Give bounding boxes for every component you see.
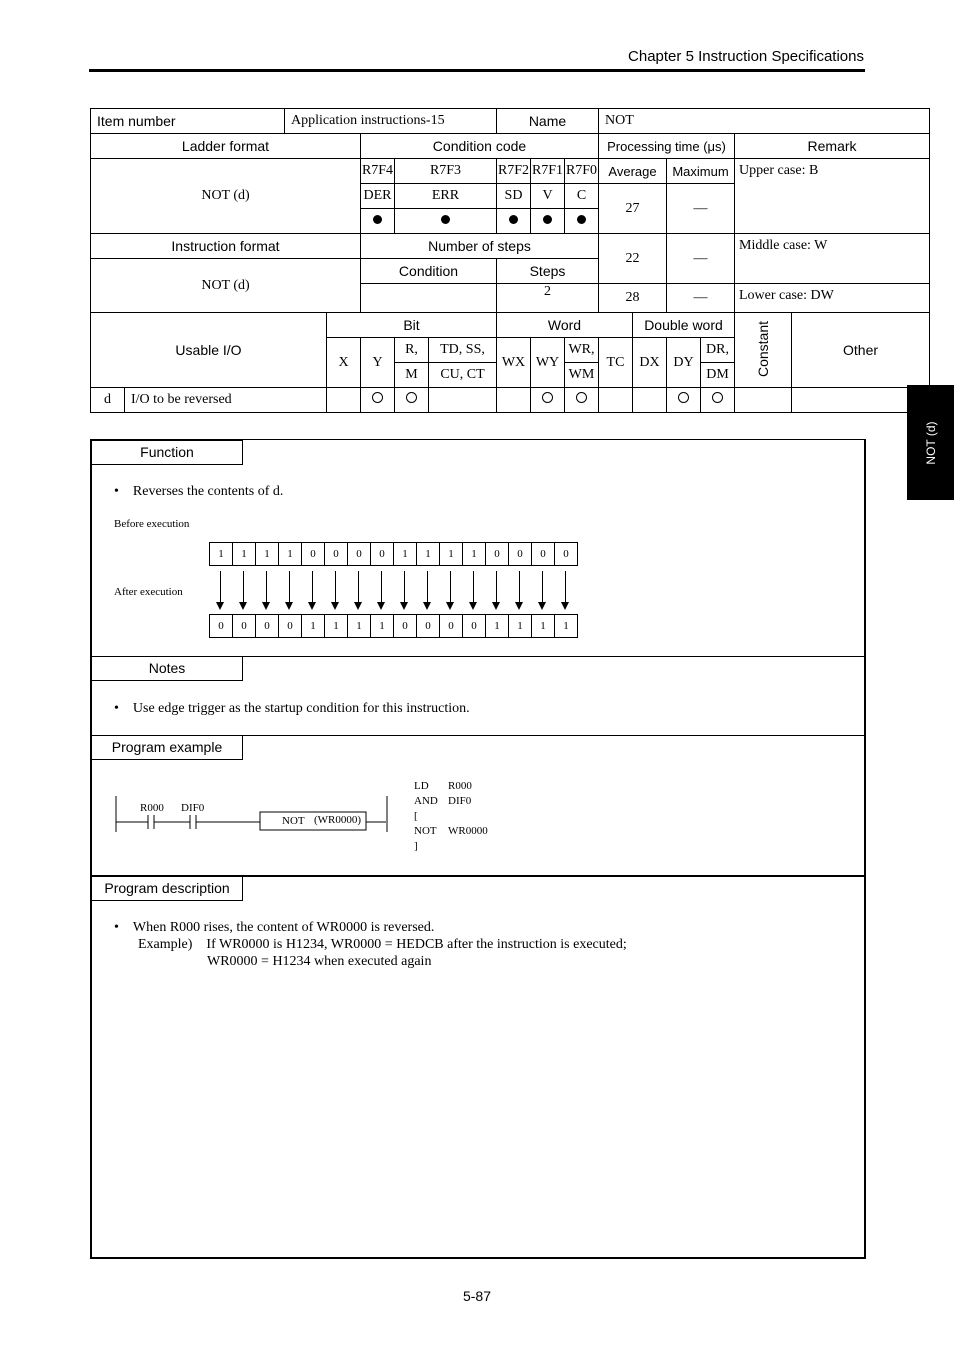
col-x: X xyxy=(327,338,361,388)
io-td xyxy=(429,388,497,413)
double-word-label: Double word xyxy=(633,313,735,338)
down-arrow-icon xyxy=(508,571,531,611)
bit-cell: 1 xyxy=(462,542,486,566)
bit-cell: 0 xyxy=(255,614,279,638)
time-average-middle: 22 xyxy=(599,234,667,284)
other-label: Other xyxy=(792,313,930,388)
bit-cell: 0 xyxy=(301,542,325,566)
bit-cell: 1 xyxy=(508,614,532,638)
bit-cell: 0 xyxy=(554,542,578,566)
time-maximum-middle: — xyxy=(667,234,735,284)
bit-cell: 1 xyxy=(439,542,463,566)
steps-label: Steps xyxy=(497,259,599,284)
item-number-value: Application instructions-15 xyxy=(285,109,497,134)
constant-label: Constant xyxy=(735,313,792,388)
bit-cell: 0 xyxy=(462,614,486,638)
flag-code: R7F3 xyxy=(395,159,497,184)
number-of-steps-label: Number of steps xyxy=(361,234,599,259)
down-arrow-icon xyxy=(439,571,462,611)
remark-lower: Lower case: DW xyxy=(735,284,930,313)
box-instruction: NOT xyxy=(282,815,305,827)
bit-cell: 0 xyxy=(485,542,509,566)
col-rm-bot: M xyxy=(395,363,429,388)
flag-affected-der xyxy=(361,209,395,234)
chapter-header: Chapter 5 Instruction Specifications xyxy=(628,48,864,65)
box-operand: (WR0000) xyxy=(314,814,362,826)
io-dr xyxy=(701,388,735,413)
col-wx: WX xyxy=(497,338,531,388)
operand-desc: I/O to be reversed xyxy=(125,388,327,413)
down-arrow-icon xyxy=(209,571,232,611)
io-wy xyxy=(531,388,565,413)
flag-affected-sd xyxy=(497,209,531,234)
col-wr-bot: WM xyxy=(565,363,599,388)
bit-cell: 1 xyxy=(370,614,394,638)
col-y: Y xyxy=(361,338,395,388)
contact-dif0-label: DIF0 xyxy=(181,802,205,814)
spec-table xyxy=(90,108,930,413)
before-bits xyxy=(210,542,578,566)
down-arrow-icon xyxy=(531,571,554,611)
function-bullet: • Reverses the contents of d. xyxy=(114,484,284,499)
header-rule xyxy=(89,69,865,72)
remark-upper: Upper case: B xyxy=(735,159,930,234)
bit-cell: 0 xyxy=(439,614,463,638)
io-rm xyxy=(395,388,429,413)
io-other xyxy=(792,388,930,413)
down-arrow-icon xyxy=(278,571,301,611)
time-maximum-upper: — xyxy=(667,184,735,234)
instruction-format-value: NOT (d) xyxy=(91,259,361,313)
io-wr xyxy=(565,388,599,413)
col-wr-top: WR, xyxy=(565,338,599,363)
down-arrow-icon xyxy=(232,571,255,611)
down-arrow-icon xyxy=(347,571,370,611)
description-line-1: • When R000 rises, the content of WR0000 is reversed. xyxy=(114,920,435,935)
bit-cell: 1 xyxy=(485,614,509,638)
time-maximum-lower: — xyxy=(667,284,735,313)
instruction-body xyxy=(90,439,866,1259)
bit-cell: 0 xyxy=(347,542,371,566)
col-td-top: TD, SS, xyxy=(429,338,497,363)
down-arrow-icon xyxy=(393,571,416,611)
bit-cell: 0 xyxy=(324,542,348,566)
bit-label: Bit xyxy=(327,313,497,338)
condition-label: Condition xyxy=(361,259,497,284)
col-dr-top: DR, xyxy=(701,338,735,363)
program-description-label: Program description xyxy=(92,876,243,901)
io-dx xyxy=(633,388,667,413)
col-td-bot: CU, CT xyxy=(429,363,497,388)
instruction-format-label: Instruction format xyxy=(91,234,361,259)
flag-affected-c xyxy=(565,209,599,234)
steps-value: 2 xyxy=(497,284,599,313)
time-average-lower: 28 xyxy=(599,284,667,313)
flag-name: V xyxy=(531,184,565,209)
after-execution-label: After execution xyxy=(114,586,183,598)
flag-code: R7F4 xyxy=(361,159,395,184)
name-value: NOT xyxy=(599,109,930,134)
condition-value xyxy=(361,284,497,313)
io-y xyxy=(361,388,395,413)
bit-cell: 0 xyxy=(278,614,302,638)
side-tab-label: NOT (d) xyxy=(923,420,938,465)
description-line-3: WR0000 = H1234 when executed again xyxy=(207,954,432,969)
flag-name: DER xyxy=(361,184,395,209)
col-dr-bot: DM xyxy=(701,363,735,388)
usable-io-label: Usable I/O xyxy=(91,313,327,388)
remark-middle: Middle case: W xyxy=(735,234,930,284)
io-dy xyxy=(667,388,701,413)
operand-name: d xyxy=(91,388,125,413)
program-example-label: Program example xyxy=(92,735,243,760)
flag-name: C xyxy=(565,184,599,209)
bit-cell: 1 xyxy=(324,614,348,638)
mnemonic-listing: LD R000 AND DIF0 [ NOT WR0000 ] xyxy=(414,780,488,852)
down-arrow-icon xyxy=(324,571,347,611)
average-label: Average xyxy=(599,159,667,184)
after-bits xyxy=(210,614,578,638)
page-number: 5-87 xyxy=(462,1288,492,1304)
down-arrow-icon xyxy=(370,571,393,611)
bit-cell: 0 xyxy=(370,542,394,566)
bit-cell: 1 xyxy=(255,542,279,566)
name-label: Name xyxy=(497,109,599,134)
ladder-format-label: Ladder format xyxy=(91,134,361,159)
notes-bullet: • Use edge trigger as the startup condition for this instruction. xyxy=(114,701,470,716)
io-constant xyxy=(735,388,792,413)
ladder-format-value: NOT (d) xyxy=(91,159,361,234)
bit-cell: 0 xyxy=(531,542,555,566)
col-rm-top: R, xyxy=(395,338,429,363)
flag-code: R7F1 xyxy=(531,159,565,184)
word-label: Word xyxy=(497,313,633,338)
flag-code: R7F2 xyxy=(497,159,531,184)
down-arrow-icon xyxy=(301,571,324,611)
bit-cell: 0 xyxy=(508,542,532,566)
bit-cell: 1 xyxy=(393,542,417,566)
down-arrow-icon xyxy=(462,571,485,611)
condition-code-label: Condition code xyxy=(361,134,599,159)
down-arrow-icon xyxy=(485,571,508,611)
flag-affected-v xyxy=(531,209,565,234)
description-line-2: Example) If WR0000 is H1234, WR0000 = HEDCB after the instruction is executed; xyxy=(138,937,627,952)
time-average-upper: 27 xyxy=(599,184,667,234)
down-arrow-icon xyxy=(255,571,278,611)
flag-name: ERR xyxy=(395,184,497,209)
item-number-label: Item number xyxy=(91,109,285,134)
bit-cell: 0 xyxy=(416,614,440,638)
processing-time-label: Processing time (μs) xyxy=(599,134,735,159)
bit-cell: 0 xyxy=(232,614,256,638)
io-tc xyxy=(599,388,633,413)
flag-code: R7F0 xyxy=(565,159,599,184)
flag-affected-err xyxy=(395,209,497,234)
down-arrow-icon xyxy=(554,571,577,611)
bit-cell: 1 xyxy=(209,542,233,566)
col-dy: DY xyxy=(667,338,701,388)
before-execution-label: Before execution xyxy=(114,518,190,530)
io-wx xyxy=(497,388,531,413)
bit-cell: 0 xyxy=(209,614,233,638)
bit-arrows xyxy=(209,571,577,611)
col-dx: DX xyxy=(633,338,667,388)
remark-label: Remark xyxy=(735,134,930,159)
bit-cell: 1 xyxy=(232,542,256,566)
bit-cell: 0 xyxy=(393,614,417,638)
down-arrow-icon xyxy=(416,571,439,611)
maximum-label: Maximum xyxy=(667,159,735,184)
bit-cell: 1 xyxy=(347,614,371,638)
contact-r000-label: R000 xyxy=(140,802,164,814)
bit-cell: 1 xyxy=(301,614,325,638)
col-wy: WY xyxy=(531,338,565,388)
bit-cell: 1 xyxy=(278,542,302,566)
io-x xyxy=(327,388,361,413)
flag-name: SD xyxy=(497,184,531,209)
bit-cell: 1 xyxy=(531,614,555,638)
function-label: Function xyxy=(92,440,243,465)
bit-cell: 1 xyxy=(554,614,578,638)
notes-label: Notes xyxy=(92,656,243,681)
bit-cell: 1 xyxy=(416,542,440,566)
col-tc: TC xyxy=(599,338,633,388)
